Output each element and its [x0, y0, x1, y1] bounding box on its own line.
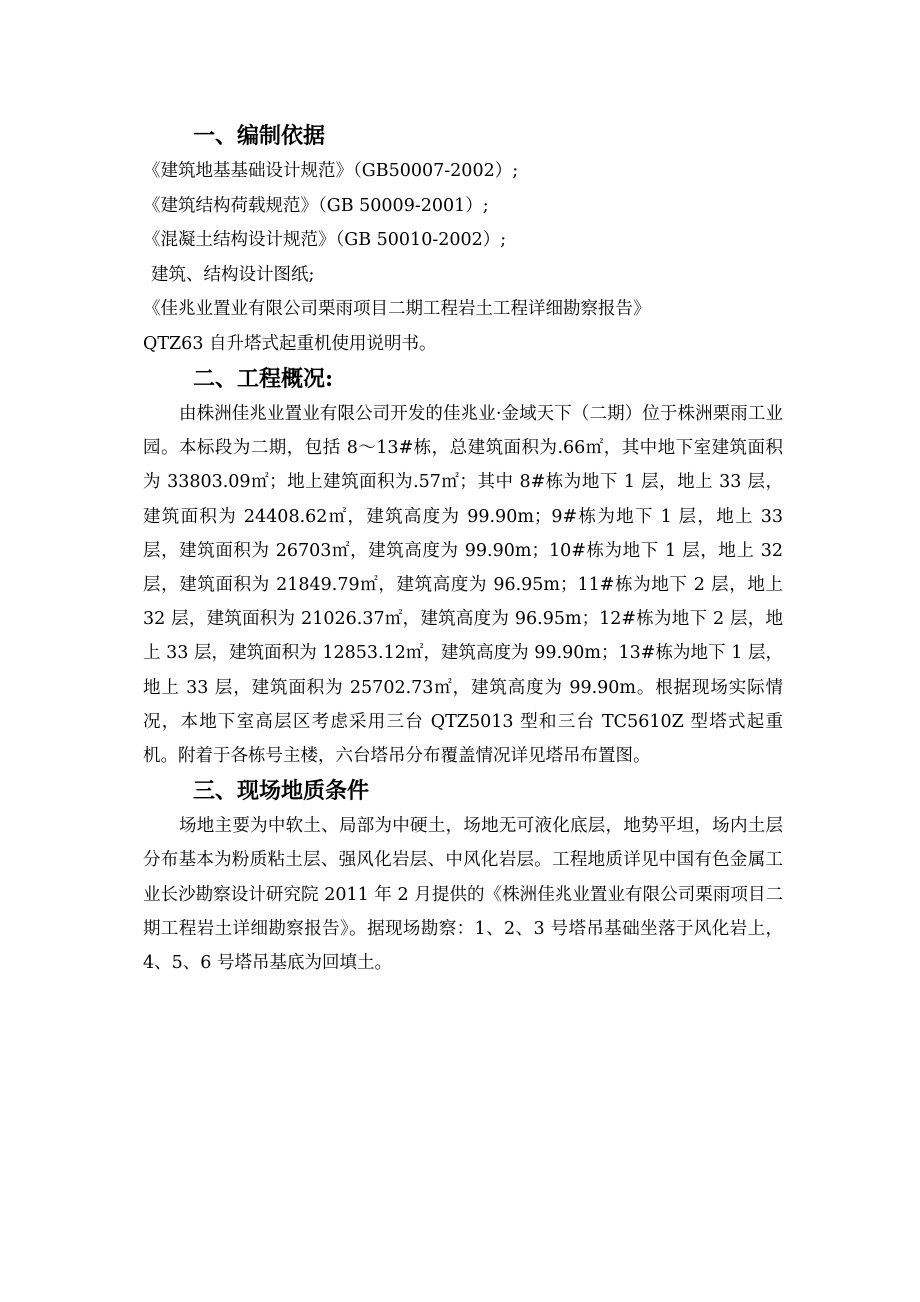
section-heading-basis: 一、编制依据 — [193, 123, 326, 149]
geology-paragraph: 场地主要为中软土、局部为中硬土，场地无可液化底层，地势平坦，场内土层分布基本为粉质粘土层、强风化岩层、中风化岩层。工程地质详见中国有色金属工业长沙勘察设计研究院 2011 年 2 月提供的《株洲佳兆业置业有限公司栗雨项目二期工程岩土详细勘察报告》。据现场勘察：1、2、3 号塔吊基础坐落于风化岩上，4、5、6 号塔吊基底为回填土。 — [143, 816, 783, 974]
document-body — [143, 118, 783, 980]
section-heading-overview: 二、工程概况: — [193, 366, 334, 392]
section-heading-geology: 三、现场地质条件 — [193, 778, 370, 805]
reference-item: 建筑、结构设计图纸; — [151, 264, 315, 285]
reference-item: 《建筑地基基础设计规范》（GB50007-2002）; — [143, 161, 519, 181]
reference-item: 《佳兆业置业有限公司栗雨项目二期工程岩土工程详细勘察报告》 — [143, 299, 651, 319]
reference-list — [143, 154, 783, 361]
reference-item: QTZ63 自升塔式起重机使用说明书。 — [143, 333, 437, 354]
reference-item: 《混凝土结构设计规范》（GB 50010-2002）; — [143, 230, 507, 250]
overview-paragraph: 由株洲佳兆业置业有限公司开发的佳兆业·金域天下（二期）位于株洲栗雨工业园。本标段为二期，包括 8～13#栋，总建筑面积为.66㎡，其中地下室建筑面积为 33803.09㎡；地上建筑面积为.57㎡；其中 8#栋为地下 1 层，地上 33 层，建筑面积为 24408.62㎡，建筑高度为 99.90m；9#栋为地下 1 层，地上 33 层，建筑面积为 26703㎡，建筑高度为 99.90m；10#栋为地下 1 层，地上 32 层，建筑面积为 21849.79㎡，建筑高度为 96.95m；11#栋为地下 2 层，地上 32 层，建筑面积为 21026.37㎡，建筑高度为 96.95m；12#栋为地下 2 层，地上 33 层，建筑面积为 12853.12㎡，建筑高度为 99.90m；13#栋为地下 1 层，地上 33 层，建筑面积为 25702.73㎡，建筑高度为 99.90m。根据现场实际情况，本地下室高层区考虑采用三台 QTZ5013 型和三台 TC5610Z 型塔式起重机。附着于各栋号主楼，六台塔吊分布覆盖情况详见塔吊布置图。 — [143, 404, 783, 767]
reference-item: 《建筑结构荷载规范》（GB 50009-2001）; — [143, 195, 489, 216]
